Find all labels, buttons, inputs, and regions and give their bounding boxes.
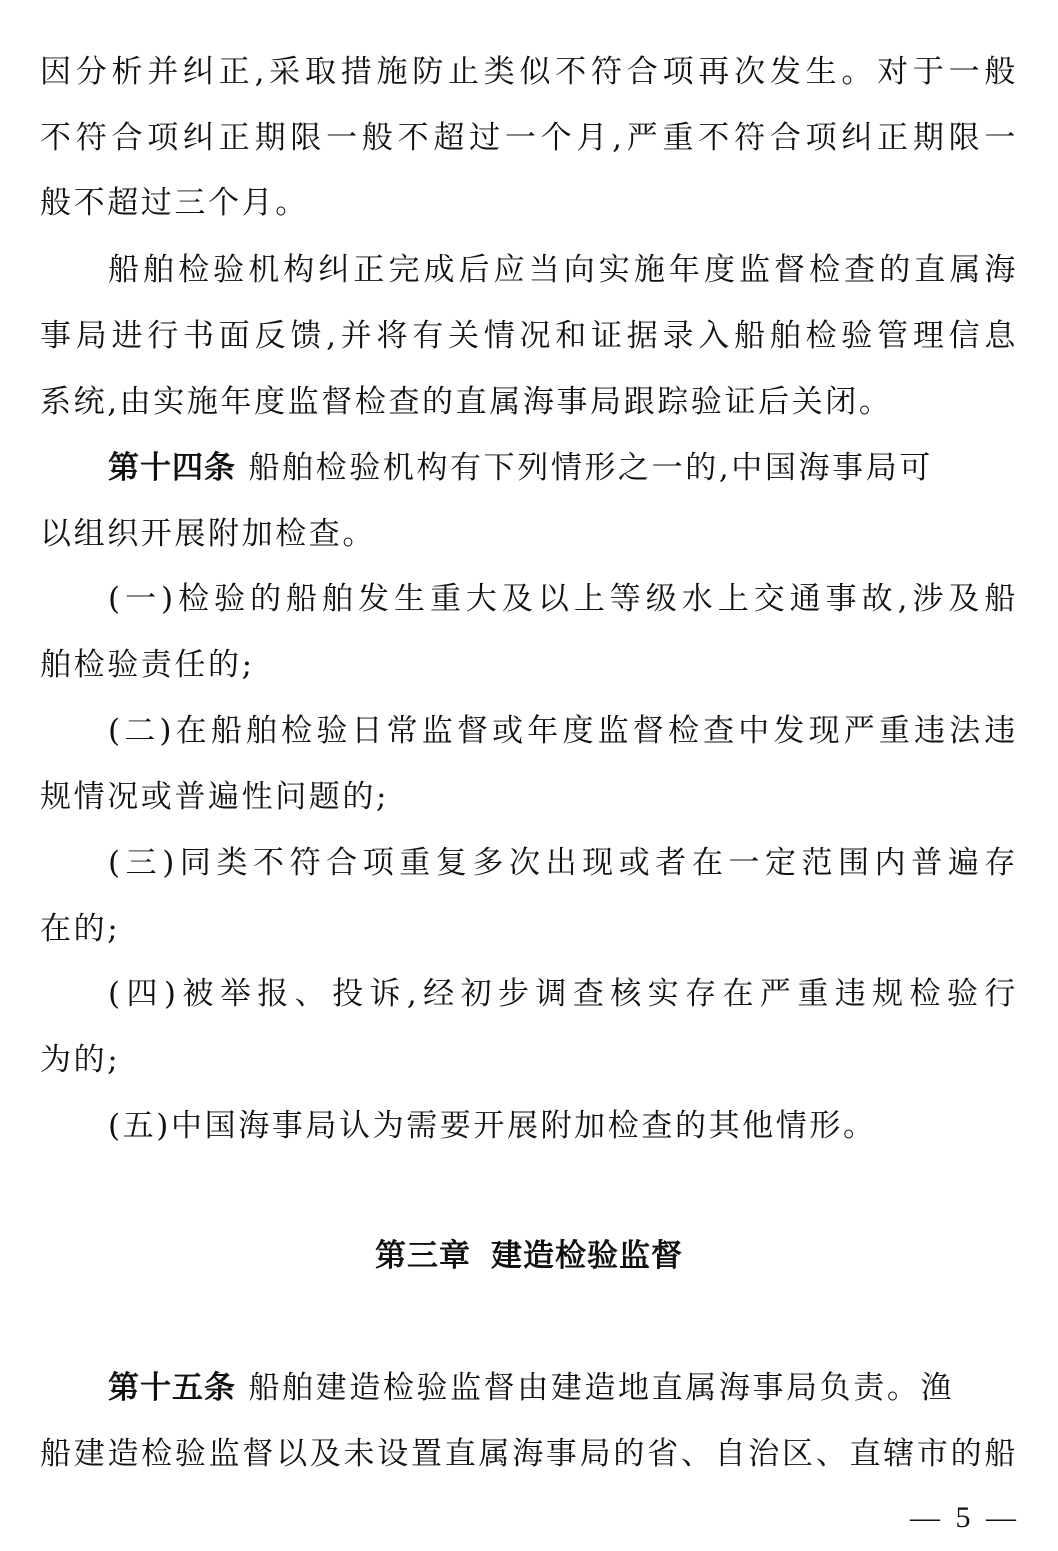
list-item-4-cont: 为的; — [40, 1042, 121, 1078]
list-item-5: (五)中国海事局认为需要开展附加检查的其他情形。 — [108, 1108, 877, 1144]
body-line: 事局进行书面反馈,并将有关情况和证据录入船舶检验管理信息 — [40, 318, 1018, 354]
chapter-number: 第三章 — [375, 1238, 471, 1274]
article-14-first-line — [108, 448, 1018, 488]
body-line: 般不超过三个月。 — [40, 185, 309, 221]
article-15-first-line — [108, 1368, 1018, 1408]
article-15-text: 船舶建造检验监督由建造地直属海事局负责。渔 — [236, 1370, 955, 1406]
list-item-1-cont: 舶检验责任的; — [40, 647, 255, 683]
list-item-2-cont: 规情况或普遍性问题的; — [40, 779, 390, 815]
chapter-title: 建造检验监督 — [491, 1238, 683, 1274]
list-item-4: (四)被举报、投诉,经初步调查核实存在严重违规检验行 — [108, 976, 1018, 1012]
body-line: 系统,由实施年度监督检查的直属海事局跟踪验证后关闭。 — [40, 384, 893, 420]
list-item-2: (二)在船舶检验日常监督或年度监督检查中发现严重违法违 — [108, 713, 1018, 749]
body-line: 不符合项纠正期限一般不超过一个月,严重不符合项纠正期限一 — [40, 120, 1018, 156]
body-line: 船舶检验机构纠正完成后应当向实施年度监督检查的直属海 — [108, 252, 1018, 288]
article-15-label: 第十五条 — [108, 1370, 236, 1406]
list-item-3-cont: 在的; — [40, 911, 121, 947]
list-item-3: (三)同类不符合项重复多次出现或者在一定范围内普遍存 — [108, 845, 1018, 881]
body-line: 因分析并纠正,采取措施防止类似不符合项再次发生。对于一般 — [40, 54, 1018, 90]
chapter-heading — [0, 1236, 1058, 1276]
body-line: 以组织开展附加检查。 — [40, 516, 376, 552]
page-number: — 5 — — [910, 1501, 1020, 1534]
list-item-1: (一)检验的船舶发生重大及以上等级水上交通事故,涉及船 — [108, 581, 1018, 617]
body-line: 船建造检验监督以及未设置直属海事局的省、自治区、直辖市的船 — [40, 1436, 1018, 1472]
article-14-label: 第十四条 — [108, 450, 236, 486]
article-14-text: 船舶检验机构有下列情形之一的,中国海事局可 — [236, 450, 933, 486]
